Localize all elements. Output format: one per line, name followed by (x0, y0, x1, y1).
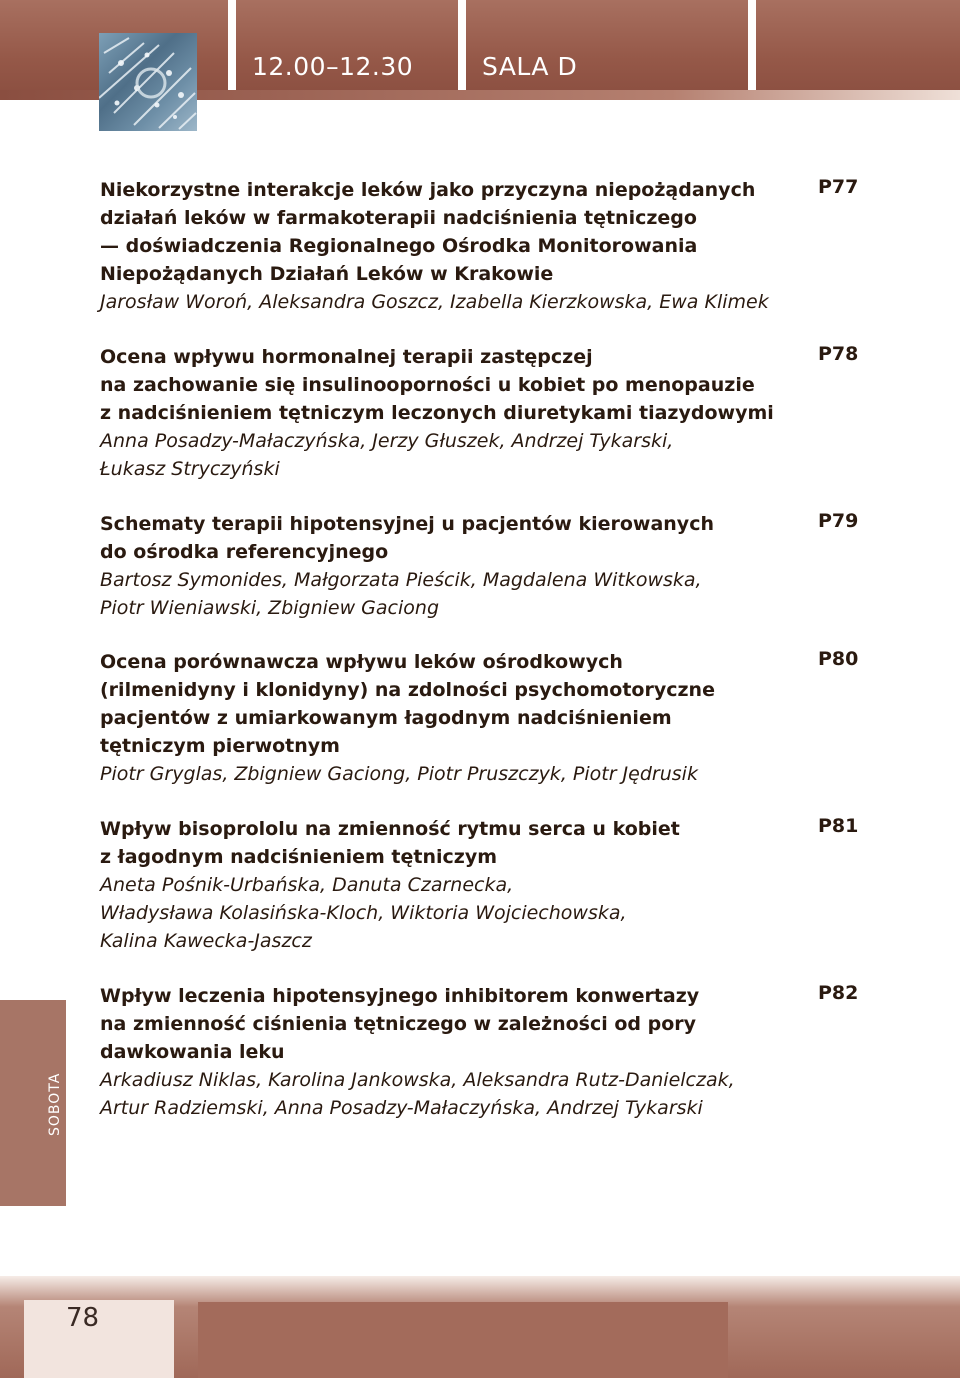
session-room: SALA D (482, 52, 578, 81)
poster-authors: Anna Posadzy-Małaczyńska, Jerzy Głuszek, Andrzej Tykarski, Łukasz Stryczyński (100, 430, 674, 480)
poster-authors: Piotr Gryglas, Zbigniew Gaciong, Piotr Pruszczyk, Piotr Jędrusik (100, 763, 698, 785)
poster-authors: Jarosław Woroń, Aleksandra Goszcz, Izabella Kierzkowska, Ewa Klimek (100, 291, 769, 313)
header-block-time (236, 0, 458, 100)
poster-entry (100, 343, 800, 483)
poster-authors: Aneta Pośnik-Urbańska, Danuta Czarnecka, Władysława Kolasińska-Kloch, Wiktoria Wojciechowska, Kalina Kawecka-Jaszcz (100, 874, 627, 952)
poster-entry (100, 982, 800, 1122)
poster-title: Wpływ bisoprololu na zmienność rytmu serca u kobiet z łagodnym nadciśnieniem tętniczym (100, 818, 680, 868)
poster-authors: Bartosz Symonides, Małgorzata Pieścik, Magdalena Witkowska, Piotr Wieniawski, Zbigniew Gaciong (100, 569, 702, 619)
poster-title: Schematy terapii hipotensyjnej u pacjentów kierowanych do ośrodka referencyjnego (100, 513, 714, 563)
page-number: 78 (66, 1303, 100, 1333)
poster-entry (100, 510, 800, 622)
session-time: 12.00–12.30 (252, 52, 414, 81)
poster-code: P81 (818, 815, 859, 837)
poster-entry (100, 648, 800, 788)
poster-entry (100, 815, 800, 955)
poster-authors: Arkadiusz Niklas, Karolina Jankowska, Aleksandra Rutz-Danielczak, Artur Radziemski, Anna Posadzy-Małaczyńska, Andrzej Tykarski (100, 1069, 735, 1119)
poster-entry (100, 176, 800, 316)
header-block-right (756, 0, 960, 100)
poster-title: Ocena porównawcza wpływu leków ośrodkowych (rilmenidyny i klonidyny) na zdolności psychomotoryczne pacjentów z umiarkowanym łagodnym nadciśnieniem tętniczym pierwotnym (100, 651, 715, 757)
footer-dark-band (198, 1302, 728, 1378)
poster-code: P82 (818, 982, 859, 1004)
poster-code: P78 (818, 343, 859, 365)
decorative-blue-logo-icon (99, 33, 197, 131)
poster-code: P80 (818, 648, 859, 670)
poster-code: P77 (818, 176, 859, 198)
poster-title: Wpływ leczenia hipotensyjnego inhibitorem konwertazy na zmienność ciśnienia tętniczego w zależności od pory dawkowania leku (100, 985, 700, 1063)
day-side-label: SOBOTA (47, 1072, 63, 1136)
poster-title: Ocena wpływu hormonalnej terapii zastępczej na zachowanie się insulinooporności u kobiet po menopauzie z nadciśnieniem tętniczym leczonych diuretykami tiazydowymi (100, 346, 774, 424)
header-block-room (466, 0, 748, 100)
poster-title: Niekorzystne interakcje leków jako przyczyna niepożądanych działań leków w farmakoterapii nadciśnienia tętniczego — doświadczenia Regionalnego Ośrodka Monitorowania Niepożądanych Działań Leków w Krakowie (100, 179, 756, 285)
poster-code: P79 (818, 510, 859, 532)
